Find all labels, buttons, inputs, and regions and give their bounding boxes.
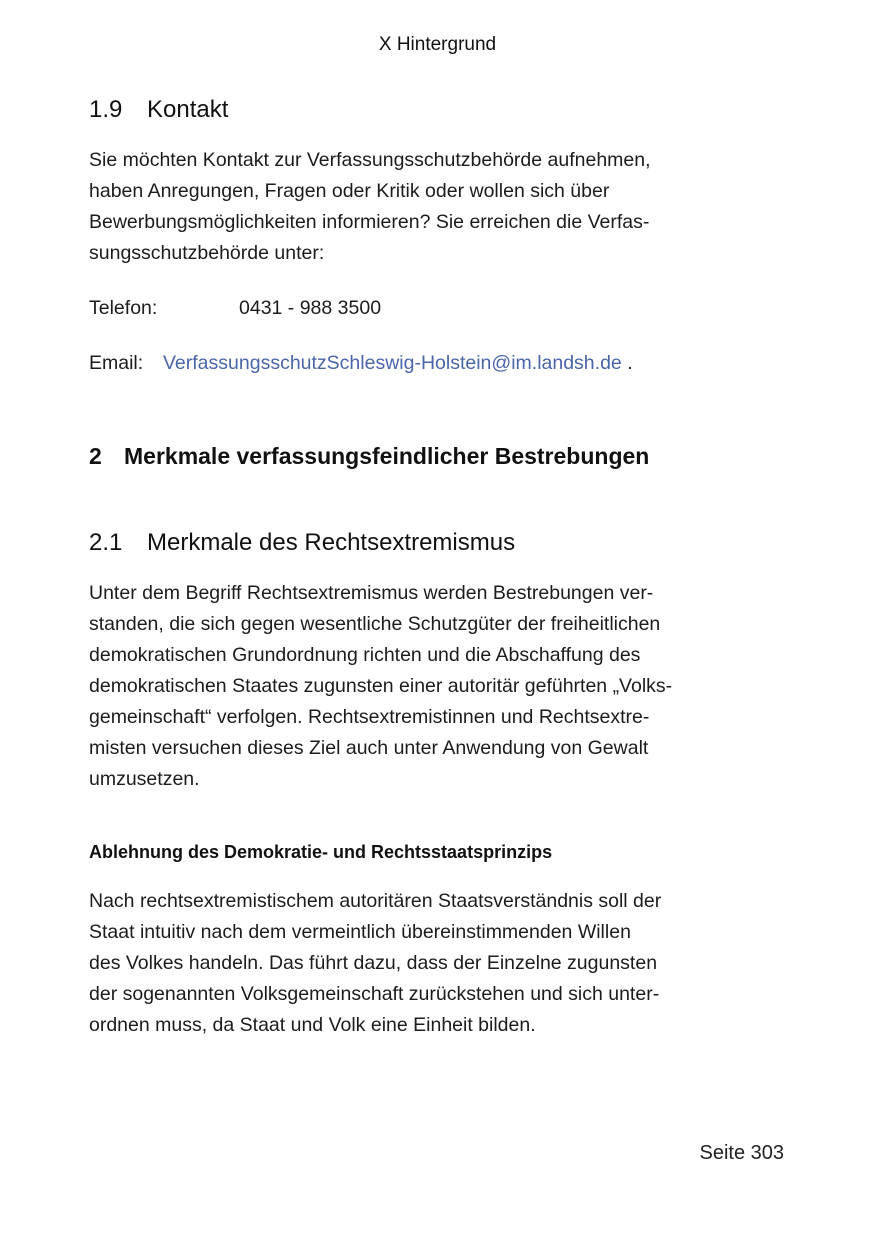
- paragraph-line: Staat intuitiv nach dem vermeintlich übereinstimmenden Willen: [89, 921, 631, 943]
- paragraph-line: demokratischen Staates zugunsten einer autoritär geführten „Volks-: [89, 675, 673, 697]
- email-label: Email:: [89, 352, 144, 374]
- section-title: Kontakt: [147, 96, 229, 123]
- phone-row: [89, 297, 381, 320]
- paragraph-line: Bewerbungsmöglichkeiten informieren? Sie erreichen die Verfas-: [89, 211, 650, 233]
- chapter-heading: [89, 443, 649, 470]
- paragraph-line: demokratischen Grundordnung richten und die Abschaffung des: [89, 644, 641, 666]
- subsection-heading: Ablehnung des Demokratie- und Rechtsstaatsprinzips: [89, 842, 553, 862]
- rechtsextremismus-paragraph: [89, 578, 672, 795]
- subsection-paragraph: [89, 886, 661, 1041]
- chapter-number: 2: [89, 443, 102, 469]
- contact-paragraph: [89, 145, 651, 269]
- section-number: 2.1: [89, 529, 123, 556]
- paragraph-line: ordnen muss, da Staat und Volk eine Einheit bilden.: [89, 1014, 536, 1036]
- paragraph-line: sungsschutzbehörde unter:: [89, 242, 325, 264]
- email-row: [89, 352, 633, 375]
- section-number: 1.9: [89, 96, 123, 123]
- section-title: Merkmale des Rechtsextremismus: [147, 529, 516, 556]
- section-heading-kontakt: [89, 96, 228, 124]
- page-number: Seite 303: [699, 1142, 784, 1164]
- phone-number: 0431 - 988 3500: [239, 297, 382, 319]
- paragraph-line: gemeinschaft“ verfolgen. Rechtsextremistinnen und Rechtsextre-: [89, 706, 650, 728]
- running-header: X Hintergrund: [378, 34, 497, 55]
- phone-label: Telefon:: [89, 297, 158, 319]
- paragraph-line: Nach rechtsextremistischem autoritären Staatsverständnis soll der: [89, 890, 662, 912]
- paragraph-line: umzusetzen.: [89, 768, 200, 790]
- section-heading-rechtsextremismus: [89, 529, 515, 557]
- paragraph-line: Unter dem Begriff Rechtsextremismus werden Bestrebungen ver-: [89, 582, 654, 604]
- email-link[interactable]: VerfassungsschutzSchleswig-Holstein@im.landsh.de: [163, 352, 622, 374]
- paragraph-line: standen, die sich gegen wesentliche Schutzgüter der freiheitlichen: [89, 613, 661, 635]
- email-trailing-period: .: [627, 352, 633, 374]
- paragraph-line: des Volkes handeln. Das führt dazu, dass der Einzelne zugunsten: [89, 952, 658, 974]
- paragraph-line: misten versuchen dieses Ziel auch unter Anwendung von Gewalt: [89, 737, 649, 759]
- chapter-title: Merkmale verfassungsfeindlicher Bestrebungen: [124, 443, 650, 469]
- paragraph-line: Sie möchten Kontakt zur Verfassungsschutzbehörde aufnehmen,: [89, 149, 651, 171]
- paragraph-line: der sogenannten Volksgemeinschaft zurückstehen und sich unter-: [89, 983, 660, 1005]
- paragraph-line: haben Anregungen, Fragen oder Kritik oder wollen sich über: [89, 180, 610, 202]
